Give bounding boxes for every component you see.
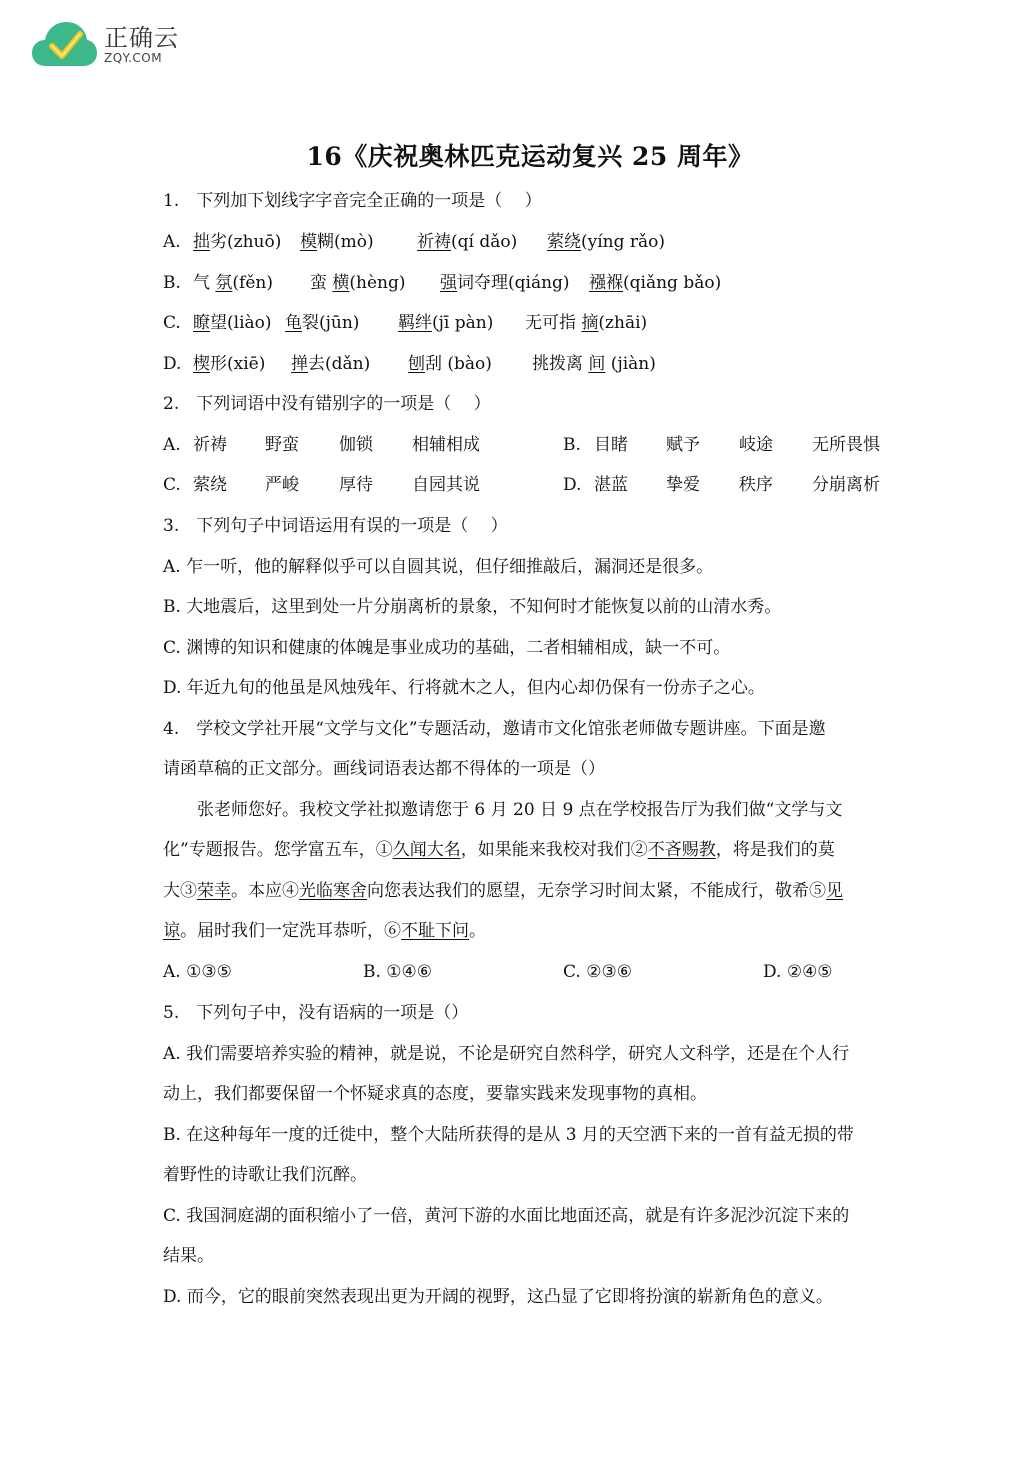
q2-b-word: 目睹 — [594, 435, 628, 455]
brand-logo — [30, 18, 179, 72]
q1-a-item-3: 祈祷(qí dǎo) — [417, 232, 518, 252]
q3-option-a: A. 乍一听，他的解释似乎可以自圆其说，但仔细推敲后，漏洞还是很多。 — [163, 557, 714, 577]
q5-option-b-line-1: B. 在这种每年一度的迁徙中，整个大陆所获得的是从 3 月的天空洒下来的一首有益无损的带 — [163, 1125, 854, 1145]
q2-d-word: 分崩离析 — [812, 475, 880, 495]
q2-a-word: 野蛮 — [265, 435, 299, 455]
q2-a-word: 祈祷 — [193, 435, 227, 455]
q1-c-item-4: 无可指 摘(zhāi) — [525, 313, 648, 333]
underlined-phrase: 谅 — [163, 921, 180, 941]
option-label: B. — [163, 273, 181, 293]
q2-c-word: 萦绕 — [193, 475, 227, 495]
q1-a-item-2: 模糊(mò) — [300, 232, 374, 252]
q2-d-word: 挚爱 — [666, 475, 700, 495]
q5-option-a-line-1: A. 我们需要培养实验的精神，就是说，不论是研究自然科学，研究人文科学，还是在个人行 — [163, 1044, 850, 1064]
q5-stem: 5. 下列句子中，没有语病的一项是（） — [163, 1003, 469, 1023]
q2-c-word: 自园其说 — [412, 475, 480, 495]
q1-a-item-4: 萦绕(yíng rǎo) — [547, 232, 666, 252]
underlined-phrase: 荣幸 — [197, 881, 231, 901]
brand-domain: ZQY.COM — [104, 51, 163, 65]
q4-option-c: C. ②③⑥ — [563, 962, 632, 982]
option-label: D. — [163, 354, 182, 374]
option-label: B. — [563, 435, 581, 455]
q2-c-word: 严峻 — [265, 475, 299, 495]
q1-b-item-2: 蛮 横(hèng) — [310, 273, 406, 293]
option-label: C. — [163, 313, 181, 333]
q1-option-a — [163, 231, 666, 253]
q4-option-d: D. ②④⑤ — [763, 962, 833, 982]
underlined-phrase: 不吝赐教 — [647, 840, 716, 860]
q4-letter-line-3: 大③荣幸。本应④光临寒舍向您表达我们的愿望，无奈学习时间太紧，不能成行，敬希⑤见 — [163, 881, 843, 901]
q1-option-c — [163, 312, 648, 334]
q3-option-b: B. 大地震后，这里到处一片分崩离析的景象，不知何时才能恢复以前的山清水秀。 — [163, 597, 782, 617]
underlined-phrase: 见 — [826, 881, 843, 901]
q4-letter-line-2: 化”专题报告。您学富五车，①久闻大名，如果能来我校对我们②不吝赐教，将是我们的莫 — [163, 840, 835, 860]
q4-stem-line-2: 请函草稿的正文部分。画线词语表达都不得体的一项是（） — [163, 759, 605, 779]
option-label: A. — [163, 232, 181, 252]
q4-option-b: B. ①④⑥ — [363, 962, 433, 982]
q1-stem: 1. 下列加下划线字字音完全正确的一项是（ ） — [163, 191, 542, 211]
q2-a-word: 伽锁 — [339, 435, 373, 455]
q1-b-item-1: 气 氛(fěn) — [193, 273, 273, 293]
q2-a-word: 相辅相成 — [412, 435, 480, 455]
option-label: C. — [163, 475, 181, 495]
q4-option-a: A. ①③⑤ — [163, 962, 232, 982]
q3-option-d: D. 年近九旬的他虽是风烛残年、行将就木之人，但内心却仍保有一份赤子之心。 — [163, 678, 765, 698]
underlined-phrase: 光临寒舍 — [299, 881, 367, 901]
q5-option-d: D. 而今，它的眼前突然表现出更为开阔的视野，这凸显了它即将扮演的崭新角色的意义。 — [163, 1287, 833, 1307]
q4-stem-line-1: 4. 学校文学社开展“文学与文化”专题活动，邀请市文化馆张老师做专题讲座。下面是邀 — [163, 719, 826, 739]
q3-stem: 3. 下列句子中词语运用有误的一项是（ ） — [163, 516, 508, 536]
q1-b-item-3: 强词夺理(qiáng) — [440, 273, 570, 293]
q2-b-word: 赋予 — [666, 435, 700, 455]
q5-option-a-line-2: 动上，我们都要保留一个怀疑求真的态度，要靠实践来发现事物的真相。 — [163, 1084, 707, 1104]
q1-d-item-2: 掸去(dǎn) — [291, 354, 371, 374]
underlined-phrase: 久闻大名 — [392, 840, 461, 860]
q2-stem: 2. 下列词语中没有错别字的一项是（ ） — [163, 394, 491, 414]
q5-option-c-line-2: 结果。 — [163, 1246, 214, 1266]
underlined-phrase: 不耻下问 — [401, 921, 469, 941]
q2-d-word: 秩序 — [739, 475, 773, 495]
option-label: D. — [563, 475, 582, 495]
q2-d-word: 湛蓝 — [594, 475, 628, 495]
q1-c-item-3: 羁绊(jī pàn) — [398, 313, 494, 333]
cloud-check-icon — [30, 18, 98, 72]
q4-letter-line-1: 张老师您好。我校文学社拟邀请您于 6 月 20 日 9 点在学校报告厅为我们做“文学与文 — [197, 800, 843, 820]
q1-a-item-1: 拙劣(zhuō) — [193, 232, 282, 252]
q2-c-word: 厚待 — [339, 475, 373, 495]
q2-b-word: 无所畏惧 — [812, 435, 880, 455]
q3-option-c: C. 渊博的知识和健康的体魄是事业成功的基础，二者相辅相成，缺一不可。 — [163, 638, 731, 658]
q5-option-b-line-2: 着野性的诗歌让我们沉醉。 — [163, 1165, 367, 1185]
q5-option-c-line-1: C. 我国洞庭湖的面积缩小了一倍，黄河下游的水面比地面还高，就是有许多泥沙沉淀下来的 — [163, 1206, 850, 1226]
q2-b-word: 岐途 — [739, 435, 773, 455]
q1-d-item-1: 楔形(xiē) — [193, 354, 266, 374]
q1-d-item-4: 挑拨离 间 (jiàn) — [532, 354, 656, 374]
option-label: A. — [163, 435, 181, 455]
q4-letter-line-4: 谅。届时我们一定洗耳恭听，⑥不耻下问。 — [163, 921, 486, 941]
page-title: 16《庆祝奥林匹克运动复兴 25 周年》 — [306, 142, 754, 171]
q1-option-b — [163, 272, 722, 294]
q1-c-item-1: 瞭望(liào) — [193, 313, 272, 333]
q1-b-item-4: 襁褓(qiǎng bǎo) — [589, 273, 722, 293]
q1-c-item-2: 龟裂(jūn) — [285, 313, 360, 333]
q1-d-item-3: 刨刮 (bào) — [408, 354, 492, 374]
q1-option-d — [163, 353, 656, 375]
brand-name: 正确云 — [104, 24, 179, 52]
